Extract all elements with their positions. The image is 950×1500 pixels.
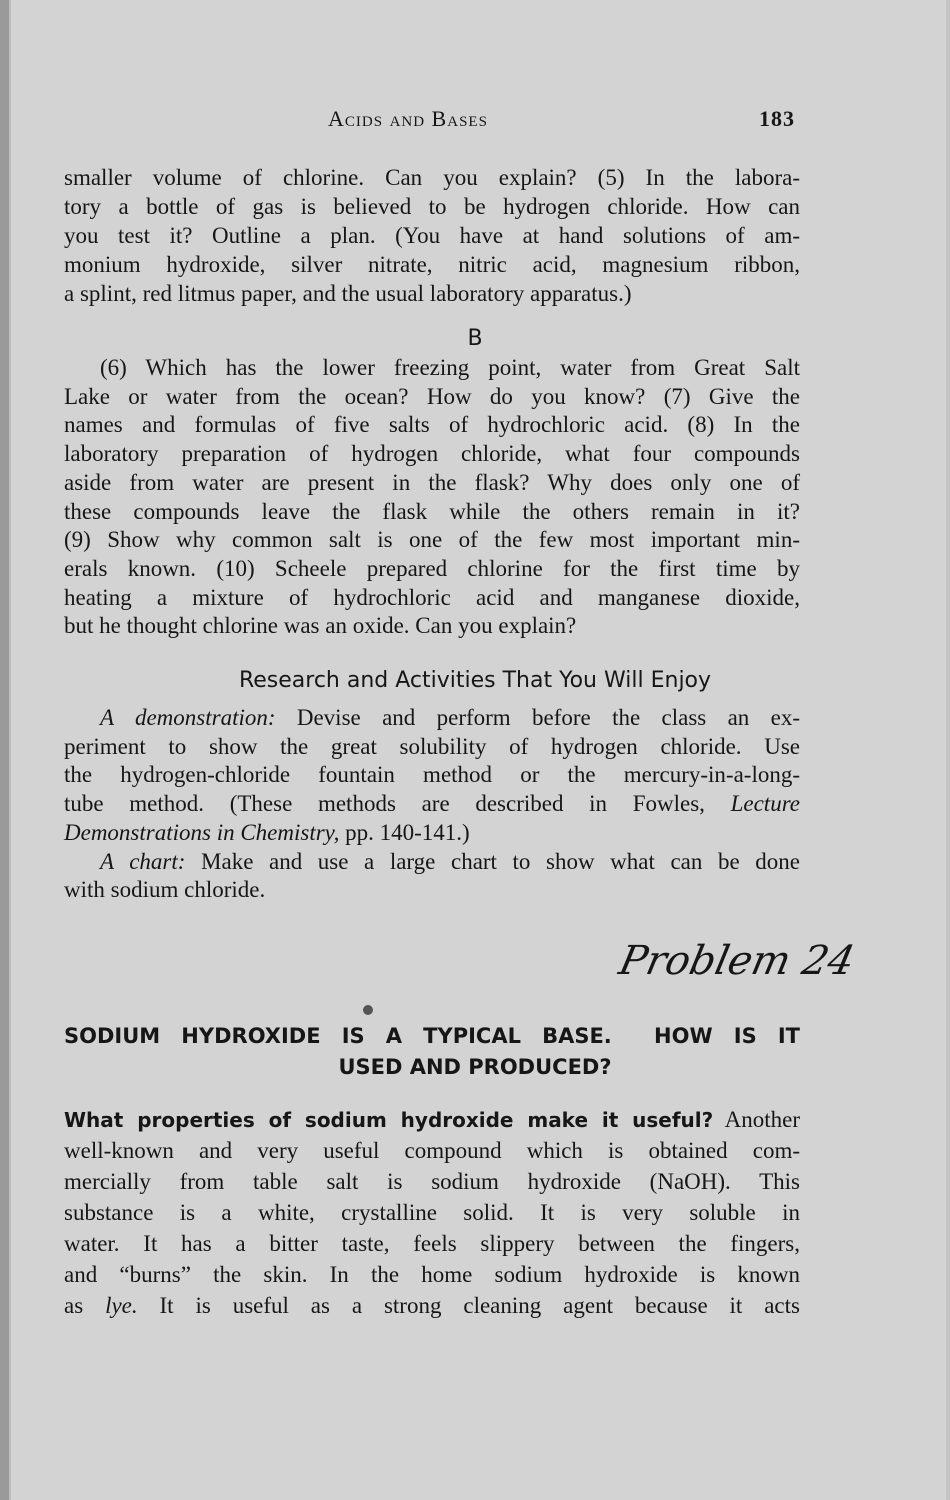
- text-line: [64, 410, 800, 440]
- text-run: aside from water are present in the flask? Why does only one of: [64, 469, 800, 495]
- text-run: erals known. (10) Scheele prepared chlorine for the first time by: [64, 555, 800, 581]
- text-run: Lake or water from the ocean? How do you know? (7) Give the: [64, 383, 800, 409]
- text-run: water. It has a bitter taste, feels slippery between the fingers,: [64, 1231, 800, 1256]
- italic-text: Demonstrations in Chemistry,: [64, 819, 340, 845]
- text-line: [64, 497, 800, 527]
- italic-text: Lecture: [730, 791, 800, 817]
- text-line: [64, 468, 800, 498]
- italic-text: lye.: [105, 1293, 138, 1318]
- text-run: laboratory preparation of hydrogen chloride, what four compounds: [64, 441, 800, 467]
- text-run: periment to show the great solubility of hydrogen chloride. Use: [64, 733, 800, 759]
- text-line: [64, 760, 800, 790]
- section-b-label: B: [467, 326, 483, 351]
- text-run: Another: [713, 1107, 800, 1132]
- text-run: you test it? Outline a plan. (You have at hand solutions of am-: [64, 223, 800, 248]
- text-run: with sodium chloride.: [64, 877, 266, 903]
- text-line: [64, 1291, 800, 1321]
- problem-heading-line-1: SODIUM HYDROXIDE IS A TYPICAL BASE. HOW IS IT: [64, 1024, 800, 1048]
- text-line: [64, 554, 800, 584]
- text-line: [64, 1105, 800, 1135]
- problem-heading-line-2: USED AND PRODUCED?: [338, 1055, 612, 1079]
- text-line: [64, 1229, 800, 1259]
- text-line: [64, 875, 800, 905]
- text-run: It is useful as a strong cleaning agent because it acts: [137, 1293, 800, 1318]
- text-run: but he thought chlorine was an oxide. Can you explain?: [64, 613, 577, 639]
- text-line: [64, 1167, 800, 1197]
- text-line: [64, 525, 800, 555]
- text-run: a splint, red litmus paper, and the usual laboratory apparatus.): [64, 281, 632, 306]
- text-run: substance is a white, crystalline solid. It is very soluble in: [64, 1200, 800, 1225]
- text-line: [64, 818, 800, 848]
- text-run: (9) Show why common salt is one of the few most important min-: [64, 527, 800, 553]
- page-edge-right: [946, 0, 950, 1500]
- text-line: [64, 1260, 800, 1290]
- text-line: [64, 221, 800, 251]
- text-line: [64, 192, 800, 222]
- page-edge: [0, 0, 11, 1500]
- text-line: [64, 789, 800, 819]
- problem-label: Problem 24: [615, 938, 859, 984]
- text-run: tory a bottle of gas is believed to be hydrogen chloride. How can: [64, 194, 800, 219]
- text-run: as: [64, 1293, 106, 1318]
- text-run: the hydrogen-chloride fountain method or the mercury-in-a-long-: [64, 762, 800, 788]
- page-number: 183: [759, 106, 795, 131]
- text-run: these compounds leave the flask while the others remain in it?: [64, 498, 800, 524]
- text-run: well-known and very useful compound which is obtained com-: [64, 1138, 800, 1163]
- text-run: pp. 140-141.): [339, 819, 470, 845]
- text-line: [100, 847, 800, 877]
- text-line: [64, 382, 800, 412]
- text-run: smaller volume of chlorine. Can you explain? (5) In the labora-: [64, 165, 800, 190]
- text-line: [64, 1198, 800, 1228]
- italic-text: A chart:: [100, 848, 186, 874]
- text-run: names and formulas of five salts of hydrochloric acid. (8) In the: [64, 412, 800, 438]
- text-run: monium hydroxide, silver nitrate, nitric acid, magnesium ribbon,: [64, 252, 800, 277]
- text-run: and “burns” the skin. In the home sodium hydroxide is known: [64, 1262, 800, 1287]
- text-line: [64, 732, 800, 762]
- text-run: heating a mixture of hydrochloric acid and manganese dioxide,: [64, 584, 800, 610]
- text-run: (6) Which has the lower freezing point, water from Great Salt: [100, 355, 800, 380]
- text-run: Devise and perform before the class an ex-: [275, 705, 800, 730]
- text-line: [100, 703, 800, 733]
- text-line: [100, 353, 800, 383]
- text-run: Make and use a large chart to show what can be done: [185, 848, 800, 874]
- text-line: [64, 163, 800, 193]
- text-run: tube method. (These methods are described in Fowles,: [64, 791, 731, 817]
- running-title: Acids and Bases: [328, 106, 488, 131]
- ink-dot: [363, 1005, 373, 1015]
- text-line: [64, 583, 800, 613]
- text-line: [64, 439, 800, 469]
- bold-run-in-heading: What properties of sodium hydroxide make it useful?: [64, 1108, 714, 1132]
- text-line: [64, 611, 800, 641]
- text-line: [64, 250, 800, 280]
- text-line: [64, 279, 800, 309]
- text-line: [64, 1136, 800, 1166]
- text-run: mercially from table salt is sodium hydroxide (NaOH). This: [64, 1169, 800, 1194]
- research-heading: Research and Activities That You Will Enjoy: [238, 668, 712, 693]
- italic-text: A demonstration:: [100, 705, 276, 730]
